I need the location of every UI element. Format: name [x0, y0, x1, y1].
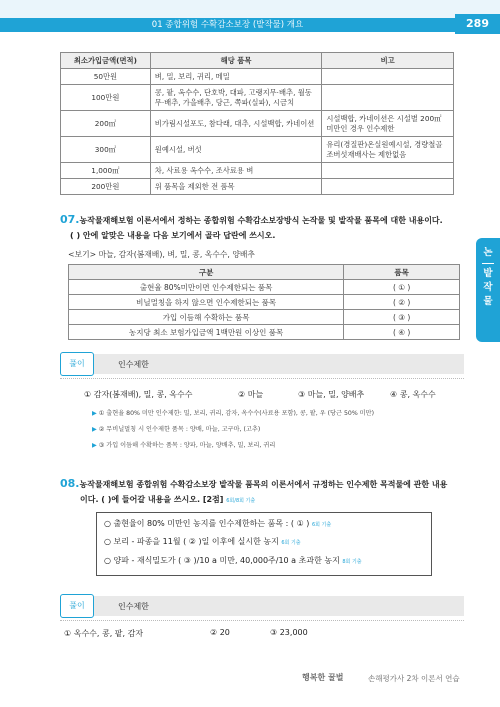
table-header-cell: 비고 — [322, 53, 454, 69]
note-text: ① 출현율 80% 미만 인수제한: 밀, 보리, 귀리, 감자, 옥수수(사료용 포함), 콩, 팥, 우 (당근 50% 미만) — [98, 410, 375, 417]
exam-ref: 6회/8회 기출 — [226, 498, 256, 504]
exam-ref: 6회 기출 — [281, 540, 301, 546]
answer-item: ① 감자(봄재배), 밀, 콩, 옥수수 — [84, 390, 193, 399]
table-cell: 콩, 팥, 옥수수, 단호박, 대파, 고랭지무·배추, 월동무·배추, 가을배추, 당근, 쪽파(실파), 시금치 — [150, 85, 322, 111]
q7-answer-table — [68, 264, 460, 340]
page-number: 289 — [455, 14, 500, 34]
table-row — [61, 163, 454, 179]
table-cell — [322, 163, 454, 179]
box-line — [104, 536, 301, 547]
table-cell: 농지당 최소 보험가입금액 1백만원 이상인 품목 — [69, 325, 344, 340]
box-text: ○ 출현율이 80% 미만인 농지를 인수제한하는 품목 : ( ① ) — [104, 519, 310, 528]
table-cell: 비닐멀칭을 하지 않으면 인수제한되는 품목 — [69, 295, 344, 310]
chapter-side-tab[interactable] — [476, 238, 500, 342]
solution-icon: 풀이 — [60, 352, 94, 376]
question-number: 08. — [60, 477, 80, 490]
side-tab-char: 작 — [483, 282, 493, 293]
table-header-cell: 품목 — [344, 265, 460, 280]
table-row — [69, 310, 460, 325]
answer-blank[interactable]: ( ① ) — [344, 280, 460, 295]
table-cell: 위 품목을 제외한 전 품목 — [150, 179, 322, 195]
table-cell: 원예시설, 버섯 — [150, 137, 322, 163]
table-cell: 1,000㎡ — [61, 163, 151, 179]
answer-item: ③ 마늘, 밀, 양배추 — [298, 390, 365, 399]
table-cell: 차, 사료용 옥수수, 조사료용 벼 — [150, 163, 322, 179]
note-text: ② 무비닐멀칭 시 인수제한 품목 : 양배, 마늘, 고구마, (고추) — [98, 426, 261, 433]
answer-blank[interactable]: ( ④ ) — [344, 325, 460, 340]
exam-ref: 6회 기출 — [311, 522, 332, 528]
table-cell: 출현율 80%미만이면 인수제한되는 품목 — [69, 280, 344, 295]
side-tab-char: 논 — [483, 247, 493, 258]
solution-title: 인수제한 — [118, 360, 149, 369]
table-row — [61, 85, 454, 111]
box-line — [104, 555, 362, 566]
divider — [60, 620, 464, 621]
question-text: 농작물재해보험 이론서에서 정하는 종합위험 수확감소보장방식 논작물 및 밭작물 품목에 대한 내용이다. — [79, 216, 443, 225]
arrow-icon: ▶ — [92, 442, 99, 449]
table-cell: 비가림시설포도, 참다래, 대추, 시설백합, 카네이션 — [150, 111, 322, 137]
table-cell: 200㎡ — [61, 111, 151, 137]
solution-icon: 풀이 — [60, 594, 94, 618]
note-line — [92, 424, 464, 433]
table-cell: 시설백합, 카네이션은 시설별 200㎡ 미만인 경우 인수제한 — [322, 111, 454, 137]
table-header-cell: 해당 품목 — [150, 53, 322, 69]
table-row — [61, 137, 454, 163]
arrow-icon: ▶ — [92, 426, 99, 433]
table-row — [69, 280, 460, 295]
table-header-row — [69, 265, 460, 280]
publisher-logo: 행복한 꿀벌 — [302, 673, 344, 682]
table-cell: 100만원 — [61, 85, 151, 111]
table-cell: 가입 이듬해 수확하는 품목 — [69, 310, 344, 325]
question-text: 농작물재해보험 종합위험 수확감소보장 밭작물 품목의 이론서에서 규정하는 인수제한 목적물에 관한 내용 — [79, 480, 448, 489]
table-cell: 300㎡ — [61, 137, 151, 163]
minimum-coverage-table — [60, 52, 454, 195]
table-cell: 벼, 밀, 보리, 귀리, 메밀 — [150, 69, 322, 85]
box-text: ○ 양파 - 재식밀도가 ( ③ )/10 a 미만, 40,000주/10 a 초과한 농지 — [104, 556, 340, 565]
table-row — [61, 179, 454, 195]
answer-item: ② 마늘 — [238, 390, 264, 399]
arrow-icon: ▶ — [92, 410, 99, 417]
table-header-cell: 구분 — [69, 265, 344, 280]
box-text: ○ 보리 - 파종을 11월 ( ② )일 이후에 실시한 농지 — [104, 537, 279, 546]
table-cell — [322, 69, 454, 85]
table-row — [69, 295, 460, 310]
divider — [60, 378, 464, 379]
question-7 — [60, 212, 470, 243]
table-cell: 50만원 — [61, 69, 151, 85]
question-text: 이다. ( )에 들어갈 내용을 쓰시오. [2점] — [80, 495, 224, 504]
note-text: ③ 가입 이듬해 수확하는 품목 : 양파, 마늘, 양배추, 밀, 보리, 귀리 — [98, 442, 276, 449]
question-number: 07. — [60, 213, 80, 226]
answer-item: ① 옥수수, 콩, 팥, 감자 — [64, 629, 144, 638]
answer-blank[interactable]: ( ③ ) — [344, 310, 460, 325]
answer-blank[interactable]: ( ② ) — [344, 295, 460, 310]
note-line — [92, 440, 464, 449]
chapter-title: 01 종합위험 수확감소보장 (밭작물) 개요 — [151, 20, 304, 30]
question-8 — [60, 476, 470, 509]
answer-item: ② 20 — [210, 628, 230, 637]
exam-ref: 8회 기출 — [342, 559, 362, 565]
solution-title: 인수제한 — [118, 602, 149, 611]
note-line — [92, 408, 464, 417]
table-cell — [322, 179, 454, 195]
table-row — [61, 69, 454, 85]
side-tab-divider — [482, 263, 494, 264]
table-header-row — [61, 53, 454, 69]
side-tab-char: 밭 — [483, 268, 493, 279]
table-cell — [322, 85, 454, 111]
answer-item: ④ 콩, 옥수수 — [390, 390, 436, 399]
options-line: <보기> 마늘, 감자(봄재배), 벼, 밀, 콩, 옥수수, 양배추 — [68, 250, 255, 259]
question-text: ( ) 안에 알맞은 내용을 다음 보기에서 골라 답란에 쓰시오. — [70, 231, 276, 240]
answer-item: ③ 23,000 — [270, 628, 308, 637]
table-cell: 200만원 — [61, 179, 151, 195]
table-header-cell: 최소가입금액(면적) — [61, 53, 151, 69]
side-tab-char: 물 — [483, 296, 493, 307]
footer-text: 손해평가사 2차 이론서 연습 — [368, 674, 460, 683]
box-line — [104, 518, 331, 529]
table-row — [61, 111, 454, 137]
table-cell: 유리(경질판)온실원예시설, 경량철골조버섯재배사는 제한없음 — [322, 137, 454, 163]
table-row — [69, 325, 460, 340]
